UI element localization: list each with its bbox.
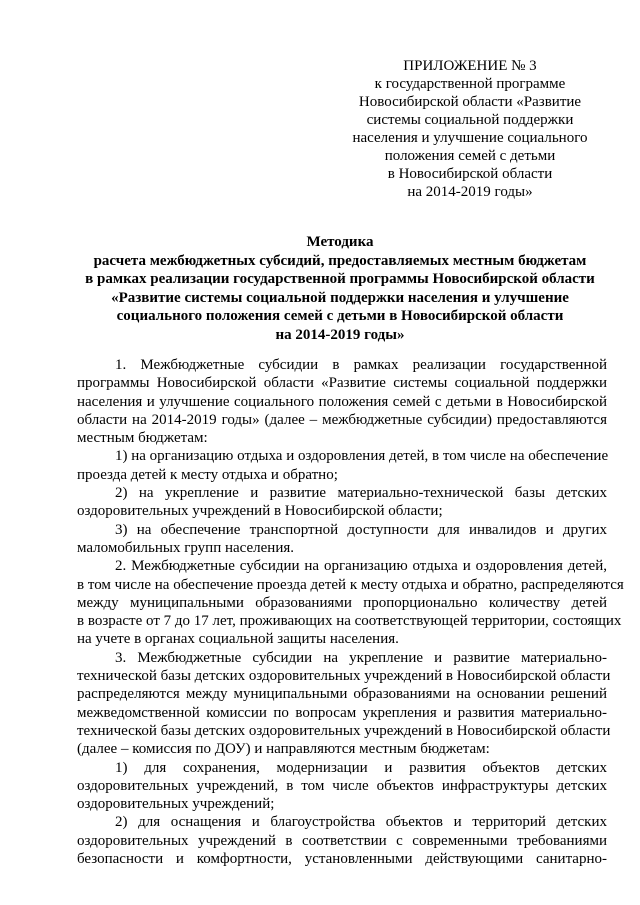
body-line: маломобильных групп населения.: [77, 539, 295, 556]
body-line: 2) для оснащения и благоустройства объектов и территорий детских: [115, 814, 607, 831]
body-line: 1) для сохранения, модернизации и развития объектов детских: [115, 759, 607, 776]
body-line: местным бюджетам:: [77, 430, 208, 447]
appendix-line: к государственной программе: [374, 76, 566, 92]
title-line: в рамках реализации государственной программы Новосибирской области: [85, 271, 595, 287]
body-line: в том числе на обеспечение проезда детей к месту отдыха и обратно, распределяются: [77, 576, 624, 593]
body-line: между муниципальными образованиями пропорционально количеству детей: [77, 594, 607, 611]
body-line: оздоровительных учреждений;: [77, 796, 275, 813]
body-line: 1. Межбюджетные субсидии в рамках реализации государственной: [115, 357, 607, 373]
title-line: на 2014-2019 годы»: [275, 326, 405, 343]
body-line: безопасности и комфортности, установленными действующими санитарно-: [77, 851, 607, 868]
body-line: оздоровительных учреждений в Новосибирской области;: [77, 503, 443, 520]
body-line: 2. Межбюджетные субсидии на организацию отдыха и оздоровления детей,: [115, 558, 607, 575]
title-line: «Развитие системы социальной поддержки населения и улучшение: [111, 289, 569, 306]
body-line: 3. Межбюджетные субсидии на укрепление и развитие материально-: [115, 649, 607, 666]
title-line: расчета межбюджетных субсидий, предоставляемых местным бюджетам: [93, 252, 587, 269]
document-body: [77, 356, 624, 868]
appendix-line: на 2014-2019 годы»: [407, 184, 533, 200]
appendix-title: ПРИЛОЖЕНИЕ № 3: [403, 58, 537, 74]
body-line: на учете в органах социальной защиты населения.: [77, 631, 399, 648]
body-line: области на 2014-2019 годы» (далее – межбюджетные субсидии) предоставляются: [77, 411, 607, 428]
body-line: технической базы детских оздоровительных учреждений в Новосибирской области: [77, 722, 611, 739]
body-line: 2) на укрепление и развитие материально-технической базы детских: [115, 485, 607, 502]
body-line: населения и улучшение социального положения семей с детьми в Новосибирской: [77, 393, 607, 410]
body-line: в возрасте от 7 до 17 лет, проживающих на соответствующей территории, состоящих: [77, 613, 622, 630]
body-line: 3) на обеспечение транспортной доступности для инвалидов и других: [115, 521, 607, 538]
body-line: оздоровительных учреждений в соответствии с современными требованиями: [77, 832, 607, 849]
appendix-line: положения семей с детьми: [384, 148, 556, 164]
appendix-line: системы социальной поддержки: [366, 112, 574, 128]
body-line: проезда детей к месту отдыха и обратно;: [77, 466, 338, 483]
appendix-line: Новосибирской области «Развитие: [358, 94, 582, 110]
body-line: 1) на организацию отдыха и оздоровления детей, в том числе на обеспечение: [115, 448, 609, 465]
body-line: межведомственной комиссии по вопросам укрепления и развития материально-: [77, 704, 607, 721]
body-line: программы Новосибирской области «Развитие системы социальной поддержки: [77, 375, 607, 392]
appendix-line: в Новосибирской области: [387, 166, 553, 182]
appendix-line: населения и улучшение социального: [352, 130, 588, 146]
body-line: оздоровительных учреждений, в том числе объектов инфраструктуры детских: [77, 777, 607, 794]
title-line: социального положения семей с детьми в Новосибирской области: [116, 308, 564, 324]
body-line: технической базы детских оздоровительных учреждений в Новосибирской области: [77, 668, 611, 685]
body-line: распределяются между муниципальными образованиями на основании решений: [77, 686, 607, 703]
title-heading: Методика: [306, 234, 374, 250]
body-line: (далее – комиссия по ДОУ) и направляются местным бюджетам:: [77, 741, 490, 758]
appendix-header: [346, 57, 594, 201]
document-title: [60, 233, 620, 344]
